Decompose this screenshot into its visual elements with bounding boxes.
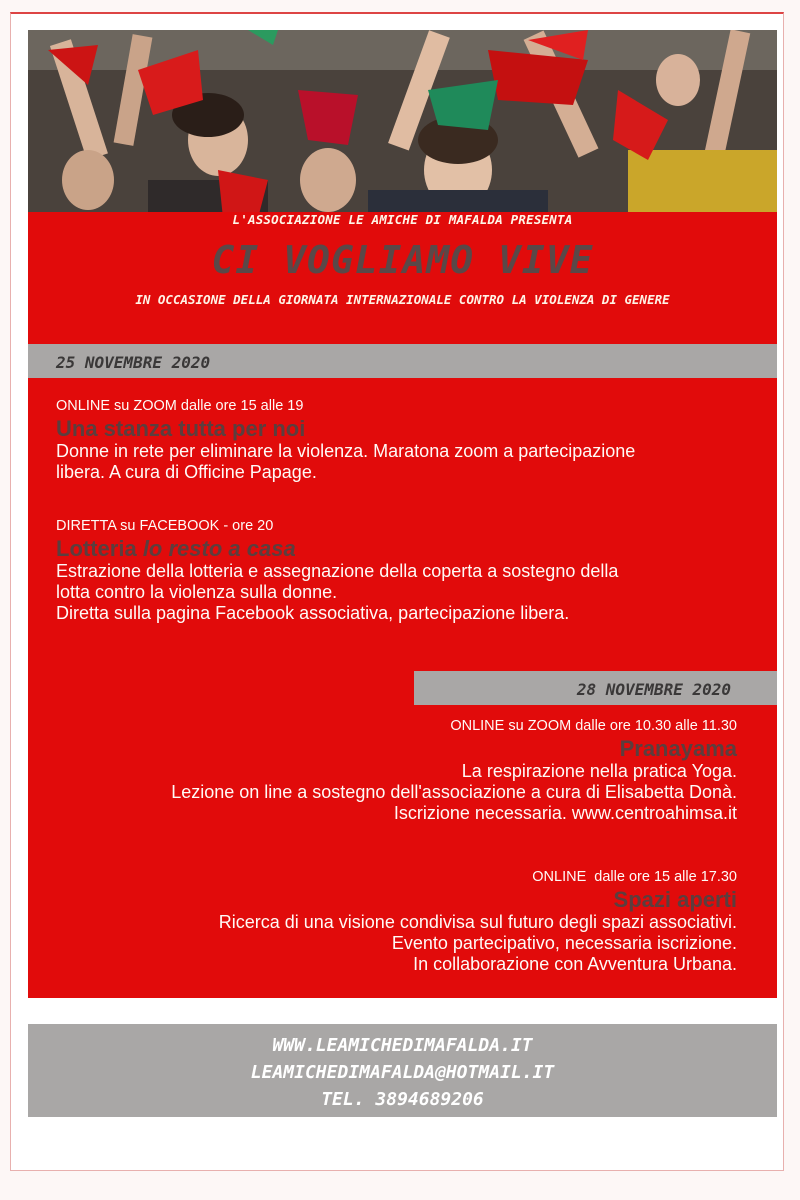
website-link[interactable]: WWW.LEAMICHEDIMAFALDA.IT — [272, 1035, 533, 1056]
desc-line: Diretta sulla pagina Facebook associativa, partecipazione libera. — [56, 603, 570, 623]
event-meta: ONLINE su ZOOM dalle ore 10.30 alle 11.30 — [450, 718, 737, 734]
desc-line: libera. A cura di Officine Papage. — [56, 462, 317, 482]
event-una-stanza — [56, 398, 635, 483]
event-name: Pranayama — [619, 736, 737, 761]
desc-line: Lezione on line a sostegno dell'associazione a cura di Elisabetta Donà. — [171, 782, 737, 802]
desc-line: Ricerca di una visione condivisa sul futuro degli spazi associativi. — [218, 912, 737, 932]
event-lotteria — [56, 518, 618, 624]
event-pranayama — [171, 718, 737, 824]
event-subtitle: IN OCCASIONE DELLA GIORNATA INTERNAZIONALE CONTRO LA VIOLENZA DI GENERE — [135, 292, 670, 307]
desc-line: La respirazione nella pratica Yoga. — [461, 761, 737, 781]
title-plain: Lotteria — [56, 536, 137, 561]
desc-line: Donne in rete per eliminare la violenza. Maratona zoom a partecipazione — [56, 441, 636, 461]
event-description — [219, 912, 737, 975]
event-name: Una stanza tutta per noi — [56, 416, 306, 441]
date-bar-25-nov — [28, 344, 777, 378]
date-bar-28-nov — [414, 671, 777, 705]
contact-footer — [28, 1024, 777, 1117]
event-meta: ONLINE su ZOOM dalle ore 15 alle 19 — [56, 398, 304, 414]
event-spazi-aperti — [219, 869, 737, 975]
email-link[interactable]: LEAMICHEDIMAFALDA@HOTMAIL.IT — [250, 1062, 555, 1083]
event-meta: DIRETTA su FACEBOOK - ore 20 — [56, 518, 274, 534]
crowd-photo — [28, 30, 777, 218]
desc-line: lotta contro la violenza sulla donne. — [56, 582, 338, 602]
event-description — [171, 761, 737, 824]
event-meta: ONLINE dalle ore 15 alle 17.30 — [532, 869, 737, 885]
desc-line: In collaborazione con Avventura Urbana. — [413, 954, 737, 974]
event-name — [56, 536, 618, 562]
date-label: 28 NOVEMBRE 2020 — [576, 680, 731, 699]
date-label: 25 NOVEMBRE 2020 — [56, 353, 211, 372]
event-description — [56, 441, 635, 483]
event-title: CI VOGLIAMO VIVE — [211, 238, 594, 282]
event-description — [56, 561, 618, 624]
title-italic: lo resto a casa — [142, 536, 296, 561]
desc-line: Iscrizione necessaria. www.centroahimsa.it — [393, 803, 737, 823]
desc-line: Evento partecipativo, necessaria iscrizione. — [391, 933, 737, 953]
desc-line: Estrazione della lotteria e assegnazione della coperta a sostegno della — [56, 561, 619, 581]
phone-number: TEL. 3894689206 — [321, 1089, 484, 1110]
event-name: Spazi aperti — [613, 887, 737, 912]
presenter-line: L'ASSOCIAZIONE LE AMICHE DI MAFALDA PRESENTA — [232, 212, 573, 227]
